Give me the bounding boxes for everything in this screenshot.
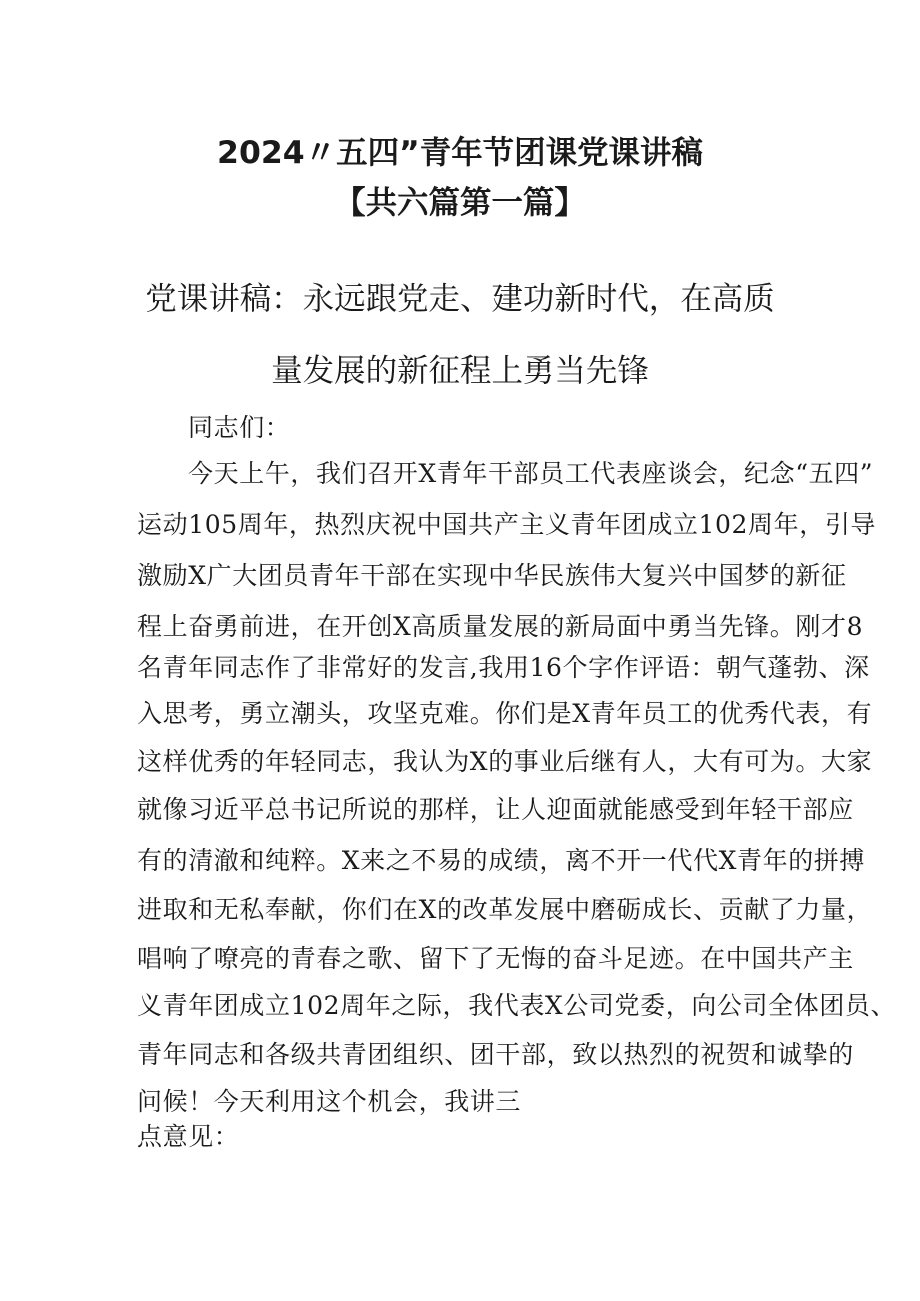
body-line: 名青年同志作了非常好的发言,我用16个字作评语：朝气蓬勃、深 (137, 653, 870, 682)
body-line: 点意见： (137, 1122, 240, 1151)
body-line: 就像习近平总书记所说的那样，让人迎面就能感受到年轻干部应 (137, 795, 854, 824)
body-line: 义青年团成立102周年之际，我代表X公司党委，向公司全体团员、 (137, 991, 897, 1020)
body-line: 有的清澈和纯粹。X来之不易的成绩，离不开一代代X青年的拼搏 (137, 846, 865, 875)
subtitle-line-1: 党课讲稿：永远跟党走、建功新时代，在高质 (145, 281, 775, 317)
salutation: 同志们： (188, 413, 291, 442)
body-line: 进取和无私奉献，你们在X的改革发展中磨砺成长、贡献了力量， (137, 895, 873, 924)
body-line: 激励X广大团员青年干部在实现中华民族伟大复兴中国梦的新征 (137, 561, 847, 590)
body-line: 运动105周年，热烈庆祝中国共产主义青年团成立102周年，引导 (137, 510, 877, 539)
body-line: 问候！今天利用这个机会，我讲三 (137, 1087, 522, 1116)
body-line: 唱响了嘹亮的青春之歌、留下了无悔的奋斗足迹。在中国共产主 (137, 944, 854, 973)
document-title: 2024〃五四”青年节团课党课讲稿 (217, 135, 703, 171)
body-line: 入思考，勇立潮头，攻坚克难。你们是X青年员工的优秀代表，有 (137, 699, 873, 728)
series-label: 【共六篇第一篇】 (334, 185, 586, 221)
body-line: 这样优秀的年轻同志，我认为X的事业后继有人，大有可为。大家 (137, 747, 873, 776)
subtitle-line-2: 量发展的新征程上勇当先锋 (271, 353, 649, 389)
body-line: 青年同志和各级共青团组织、团干部，致以热烈的祝贺和诚挚的 (137, 1040, 854, 1069)
body-line: 程上奋勇前进，在开创X高质量发展的新局面中勇当先锋。刚才8 (137, 612, 864, 641)
body-line: 今天上午，我们召开X青年干部员工代表座谈会，纪念“五四” (188, 459, 874, 488)
